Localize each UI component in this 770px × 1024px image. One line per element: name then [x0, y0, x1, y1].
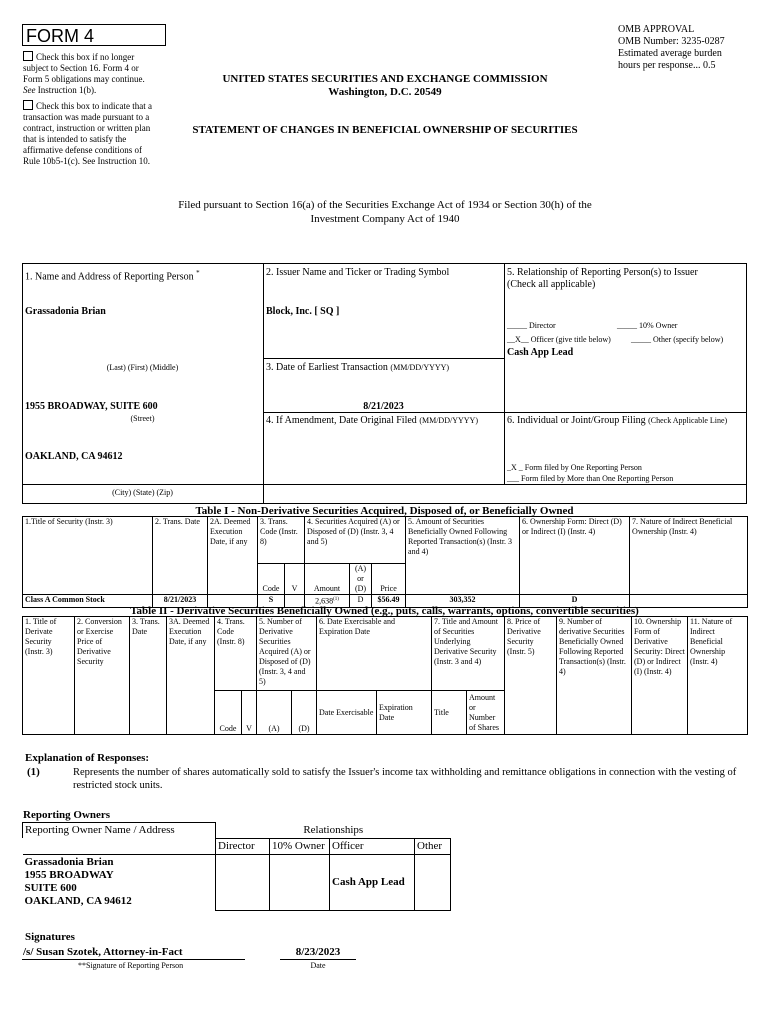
- signature-date: 8/23/2023: [295, 946, 341, 958]
- t1-sub-code: Code: [258, 564, 285, 595]
- box1-label: 1. Name and Address of Reporting Person *: [25, 269, 200, 283]
- t1-row-owned: 303,352: [406, 595, 520, 608]
- check-box-rule10b5[interactable]: Check this box to indicate that a transaction was made pursuant to a contract, instruction or written plan that is intended to satisfy the affirmative defense conditions of Rule 10b5-1(c). See Instruction 10.: [23, 101, 152, 166]
- relationship-officer: __X__ Officer (give title below): [507, 335, 611, 344]
- owners-col-director: Director: [216, 838, 270, 854]
- signatures-heading: Signatures: [25, 931, 75, 943]
- checkbox-icon[interactable]: [23, 51, 33, 61]
- name-hint: (Last) (First) (Middle): [106, 363, 179, 372]
- box5-label: 5. Relationship of Reporting Person(s) to Issuer (Check all applicable): [507, 267, 698, 290]
- check-box-section16[interactable]: Check this box if no longer subject to Section 16. Form 4 or Form 5 obligations may continue. See Instruction 1(b).: [23, 52, 145, 95]
- t2-sub-a: (A): [257, 691, 292, 735]
- table-row: [23, 854, 451, 910]
- officer-title: Cash App Lead: [507, 347, 574, 358]
- filed-pursuant-1: Filed pursuant to Section 16(a) of the Securities Exchange Act of 1934 or Section 30(h) of the: [178, 199, 592, 211]
- t1-sub-amount: Amount: [305, 564, 350, 595]
- owner-officer-title: Cash App Lead: [330, 854, 415, 910]
- checkbox-icon[interactable]: [23, 100, 33, 110]
- t2-h-code: 4. Trans. Code (Instr. 8): [215, 617, 257, 691]
- t2-sub-amount: Amount or Number of Shares: [467, 691, 505, 735]
- t2-h-form: 10. Ownership Form of Derivative Security: Direct (D) or Indirect (I) (Instr. 4): [632, 617, 688, 735]
- t2-sub-v: V: [242, 691, 257, 735]
- box2-label: 2. Issuer Name and Ticker or Trading Symbol: [266, 267, 450, 278]
- form-title-box: [22, 24, 166, 46]
- t1-row-code: S: [258, 595, 285, 608]
- filing-one-person: _X _ Form filed by One Reporting Person: [507, 463, 642, 472]
- t1-h-form: 6. Ownership Form: Direct (D) or Indirect (I) (Instr. 4): [520, 517, 630, 595]
- owners-col-other: Other: [415, 838, 451, 854]
- owners-col-relationships: Relationships: [216, 823, 451, 839]
- owner-address: Grassadonia Brian 1955 BROADWAY SUITE 600 OAKLAND, CA 94612: [24, 855, 132, 907]
- explanation-heading: Explanation of Responses:: [25, 752, 150, 764]
- t2-h-number: 5. Number of Derivative Securities Acquired (A) or Disposed of (D) (Instr. 3, 4 and 5): [257, 617, 317, 691]
- owners-table: [22, 822, 451, 911]
- t1-sub-price: Price: [372, 564, 406, 595]
- signature-label: **Signature of Reporting Person: [78, 961, 184, 970]
- t2-h-deemed: 3A. Deemed Execution Date, if any: [167, 617, 215, 735]
- t2-h-title: 1. Title of Derivate Security (Instr. 3): [23, 617, 75, 735]
- t1-row-form: D: [520, 595, 630, 608]
- signature-name: /s/ Susan Szotek, Attorney-in-Fact: [23, 946, 183, 958]
- t2-h-price: 8. Price of Derivative Security (Instr. 5): [505, 617, 557, 735]
- t1-row-aod: D: [350, 595, 372, 608]
- omb-approval: OMB APPROVAL OMB Number: 3235-0287 Estimated average burden hours per response... 0.5: [618, 24, 725, 71]
- box6-label: 6. Individual or Joint/Group Filing (Check Applicable Line): [507, 415, 728, 426]
- earliest-transaction-date: 8/21/2023: [363, 401, 404, 412]
- table1: [22, 516, 748, 608]
- reporting-person-street: 1955 BROADWAY, SUITE 600: [25, 401, 158, 412]
- t2-sub-expiration: Expiration Date: [377, 691, 432, 735]
- relationship-10pct-owner: _____ 10% Owner: [617, 321, 678, 330]
- t2-h-exercisable: 6. Date Exercisable and Expiration Date: [317, 617, 432, 691]
- t1-h-code: 3. Trans. Code (Instr. 8): [258, 517, 305, 564]
- table1-title: Table I - Non-Derivative Securities Acquired, Disposed of, or Beneficially Owned: [195, 505, 574, 517]
- reporting-person-name: Grassadonia Brian: [25, 306, 106, 317]
- filed-pursuant-2: Investment Company Act of 1940: [310, 213, 460, 225]
- t2-sub-d: (D): [292, 691, 317, 735]
- t1-h-date: 2. Trans. Date: [153, 517, 208, 595]
- t1-h-nature: 7. Nature of Indirect Beneficial Ownership (Instr. 4): [630, 517, 748, 595]
- relationship-director: _____ Director: [507, 321, 556, 330]
- footnote-text: Represents the number of shares automatically sold to satisfy the Issuer's income tax withholding and remittance obligations in connection with the vesting of restricted stock units.: [73, 767, 737, 791]
- box3-label: 3. Date of Earliest Transaction (MM/DD/YYYY): [266, 362, 450, 373]
- footnote-number: (1): [27, 766, 40, 778]
- owners-col-name: Reporting Owner Name / Address: [23, 823, 216, 839]
- t2-h-underlying: 7. Title and Amount of Securities Underlying Derivative Security (Instr. 3 and 4): [432, 617, 505, 691]
- t2-sub-code: Code: [215, 691, 242, 735]
- form-title: FORM 4: [26, 26, 95, 46]
- t1-row-date: 8/21/2023: [153, 595, 208, 608]
- t1-row-amount: 2,638$^{(1)}$: [305, 595, 350, 608]
- street-hint: (Street): [130, 414, 155, 423]
- owners-col-officer: Officer: [330, 838, 415, 854]
- t2-sub-title: Title: [432, 691, 467, 735]
- issuer-name: Block, Inc. [ SQ ]: [266, 306, 340, 317]
- table2: [22, 616, 748, 735]
- t1-sub-aod: (A) or (D): [350, 564, 372, 595]
- t1-row-title: Class A Common Stock: [23, 595, 153, 608]
- commission-name: UNITED STATES SECURITIES AND EXCHANGE COMMISSION: [222, 73, 548, 85]
- filing-multiple-persons: ___ Form filed by More than One Reporting Person: [507, 474, 674, 483]
- t1-h-deemed: 2A. Deemed Execution Date, if any: [208, 517, 258, 595]
- owners-col-10pct: 10% Owner: [270, 838, 330, 854]
- statement-title: STATEMENT OF CHANGES IN BENEFICIAL OWNERSHIP OF SECURITIES: [192, 124, 578, 136]
- t1-row-price: $56.49: [372, 595, 406, 608]
- t2-h-date: 3. Trans. Date: [130, 617, 167, 735]
- t1-sub-v: V: [285, 564, 305, 595]
- commission-city: Washington, D.C. 20549: [328, 86, 442, 98]
- t2-sub-date-exercisable: Date Exercisable: [317, 691, 377, 735]
- t2-h-owned: 9. Number of derivative Securities Beneficially Owned Following Reported Transaction(s) (Instr. 4): [557, 617, 632, 735]
- t1-h-owned: 5. Amount of Securities Beneficially Owned Following Reported Transaction(s) (Instr. 3 and 4): [406, 517, 520, 595]
- city-hint: (City) (State) (Zip): [112, 488, 173, 497]
- t1-h-securities: 4. Securities Acquired (A) or Disposed of (D) (Instr. 3, 4 and 5): [305, 517, 406, 564]
- owners-heading: Reporting Owners: [23, 809, 111, 821]
- box4-label: 4. If Amendment, Date Original Filed (MM/DD/YYYY): [266, 415, 478, 426]
- t2-h-nature: 11. Nature of Indirect Beneficial Ownership (Instr. 4): [688, 617, 748, 735]
- relationship-other: _____ Other (specify below): [631, 335, 724, 344]
- table2-title: Table II - Derivative Securities Beneficially Owned (e.g., puts, calls, warrants, options, convertible securities): [130, 605, 639, 617]
- reporting-person-city: OAKLAND, CA 94612: [25, 451, 123, 462]
- t2-h-conversion: 2. Conversion or Exercise Price of Derivative Security: [75, 617, 130, 735]
- t1-h-title: 1.Title of Security (Instr. 3): [23, 517, 153, 595]
- signature-date-label: Date: [310, 961, 326, 970]
